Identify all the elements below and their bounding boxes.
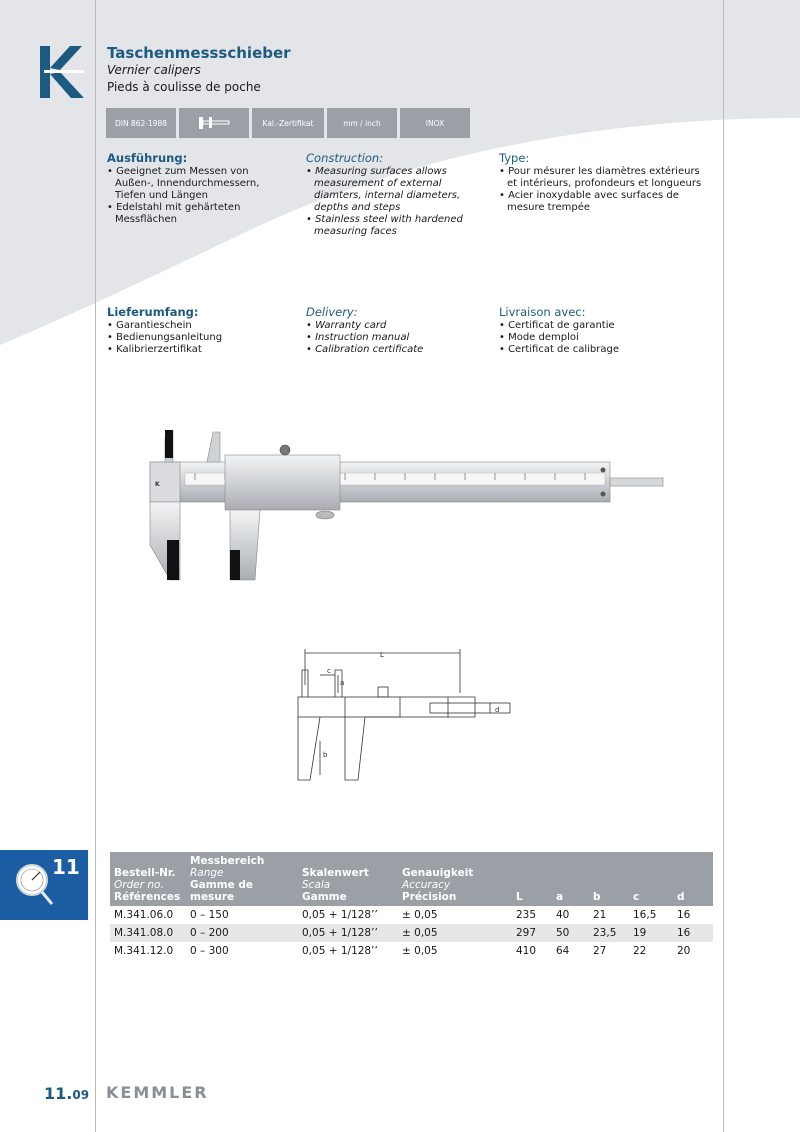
left-margin-line <box>95 0 96 1132</box>
cell-scale: 0,05 + 1/128’’ <box>302 909 378 921</box>
cell-range: 0 – 150 <box>190 909 229 921</box>
dial-gauge-icon <box>14 862 56 906</box>
chip-inox <box>400 108 470 138</box>
chip-din-label: DIN 862-1988 <box>114 118 168 128</box>
list-item: • Certificat de calibrage <box>499 344 619 355</box>
list-item: • Pour mésurer les diamètres extérieurs et intérieurs, profondeurs et longueurs <box>499 166 702 189</box>
cell-a: 64 <box>556 945 570 957</box>
table-row <box>110 942 713 960</box>
list-item: • Mode demploi <box>499 332 579 343</box>
delivery-de-heading: Lieferumfang: <box>107 305 199 319</box>
cell-b: 21 <box>593 909 607 921</box>
cell-c: 22 <box>633 945 647 957</box>
dim-label-L: L <box>380 651 384 659</box>
list-item: • Measuring surfaces allows measurement of external diamters, internal diameters, depths and steps <box>306 166 461 213</box>
column-header-L: L <box>512 852 552 906</box>
cell-accuracy: ± 0,05 <box>402 945 438 957</box>
execution-en <box>306 152 471 238</box>
cell-L: 410 <box>516 945 537 957</box>
cell-scale: 0,05 + 1/128’’ <box>298 924 398 942</box>
page-title: Taschenmessschieber <box>107 44 291 62</box>
cell-accuracy: ± 0,05 <box>402 909 438 921</box>
execution-de-heading: Ausführung: <box>107 151 188 165</box>
specs-table <box>110 852 713 960</box>
chip-din <box>106 108 176 138</box>
delivery-en <box>306 306 471 356</box>
delivery-fr <box>499 306 709 356</box>
vernier-caliper-photo <box>145 420 670 585</box>
cell-b: 23,5 <box>589 924 629 942</box>
chip-calibration <box>252 108 324 138</box>
cell-d: 16 <box>677 909 691 921</box>
right-margin-line <box>723 0 724 1132</box>
execution-fr <box>499 152 709 214</box>
chip-units-label: mm / inch <box>343 118 381 128</box>
cell-c: 16,5 <box>633 909 657 921</box>
cell-range: 0 – 200 <box>186 924 298 942</box>
cell-range: 0 – 300 <box>190 945 229 957</box>
column-header: Skalenwert Scala Gamme <box>298 852 398 906</box>
kemmler-k-logo <box>40 46 84 98</box>
list-item: • Kalibrierzertifikat <box>107 344 202 355</box>
column-header-a: a <box>552 852 589 906</box>
cell-accuracy: ± 0,05 <box>398 924 512 942</box>
column-header: Messbereich Range Gamme de mesure <box>186 852 298 906</box>
delivery-en-heading: Delivery: <box>306 305 358 319</box>
list-item: • Bedienungsanleitung <box>107 332 223 343</box>
page-number: 11.09 <box>44 1084 90 1103</box>
svg-text:K: K <box>155 481 160 488</box>
column-header: Bestell-Nr. Order no. Références <box>110 852 186 906</box>
delivery-de <box>107 306 277 356</box>
section-number: 11 <box>52 855 80 879</box>
column-header: Genauigkeit Accuracy Précision <box>398 852 512 906</box>
table-row <box>110 906 713 924</box>
column-header-c: c <box>629 852 673 906</box>
chip-calibration-label: Kal.-Zertifikat <box>262 118 314 128</box>
cell-a: 40 <box>556 909 570 921</box>
dim-label-b: b <box>323 751 328 759</box>
chip-caliper <box>179 108 249 138</box>
cell-order-no: M.341.06.0 <box>114 909 174 921</box>
cell-a: 50 <box>552 924 589 942</box>
list-item: • Instruction manual <box>306 332 410 343</box>
cell-scale: 0,05 + 1/128’’ <box>302 945 378 957</box>
list-item: • Calibration certificate <box>306 344 424 355</box>
subtitle-english: Vernier calipers <box>107 63 201 77</box>
cell-b: 27 <box>593 945 607 957</box>
cell-L: 235 <box>516 909 537 921</box>
brand-wordmark: KEMMLER <box>106 1083 209 1102</box>
caliper-technical-drawing <box>290 645 515 795</box>
column-header-d: d <box>673 852 713 906</box>
dim-label-d: d <box>495 706 500 714</box>
cell-L: 297 <box>512 924 552 942</box>
dim-label-a: a <box>340 679 345 687</box>
dim-label-c: c <box>327 667 331 675</box>
feature-chips <box>106 108 470 138</box>
cell-order-no: M.341.12.0 <box>114 945 174 957</box>
delivery-fr-heading: Livraison avec: <box>499 305 586 319</box>
cell-d: 16 <box>673 924 713 942</box>
column-header-b: b <box>589 852 629 906</box>
cell-c: 19 <box>629 924 673 942</box>
cell-order-no: M.341.08.0 <box>110 924 186 942</box>
list-item: • Geeignet zum Messen von Außen-, Innendurchmessern, Tiefen und Längen <box>107 166 260 201</box>
execution-fr-heading: Type: <box>499 151 530 165</box>
table-header-row <box>110 852 713 906</box>
caliper-icon <box>197 115 231 131</box>
table-row <box>110 924 713 942</box>
list-item: • Edelstahl mit gehärteten Messflächen <box>107 202 241 225</box>
execution-en-heading: Construction: <box>306 151 384 165</box>
chip-inox-label: INOX <box>425 118 445 128</box>
subtitle-french: Pieds à coulisse de poche <box>107 80 261 94</box>
list-item: • Certificat de garantie <box>499 320 615 331</box>
list-item: • Stainless steel with hardened measuring faces <box>306 214 463 237</box>
cell-d: 20 <box>677 945 691 957</box>
list-item: • Garantieschein <box>107 320 192 331</box>
execution-de <box>107 152 277 226</box>
list-item: • Warranty card <box>306 320 387 331</box>
list-item: • Acier inoxydable avec surfaces de mesure trempée <box>499 190 679 213</box>
chip-units <box>327 108 397 138</box>
